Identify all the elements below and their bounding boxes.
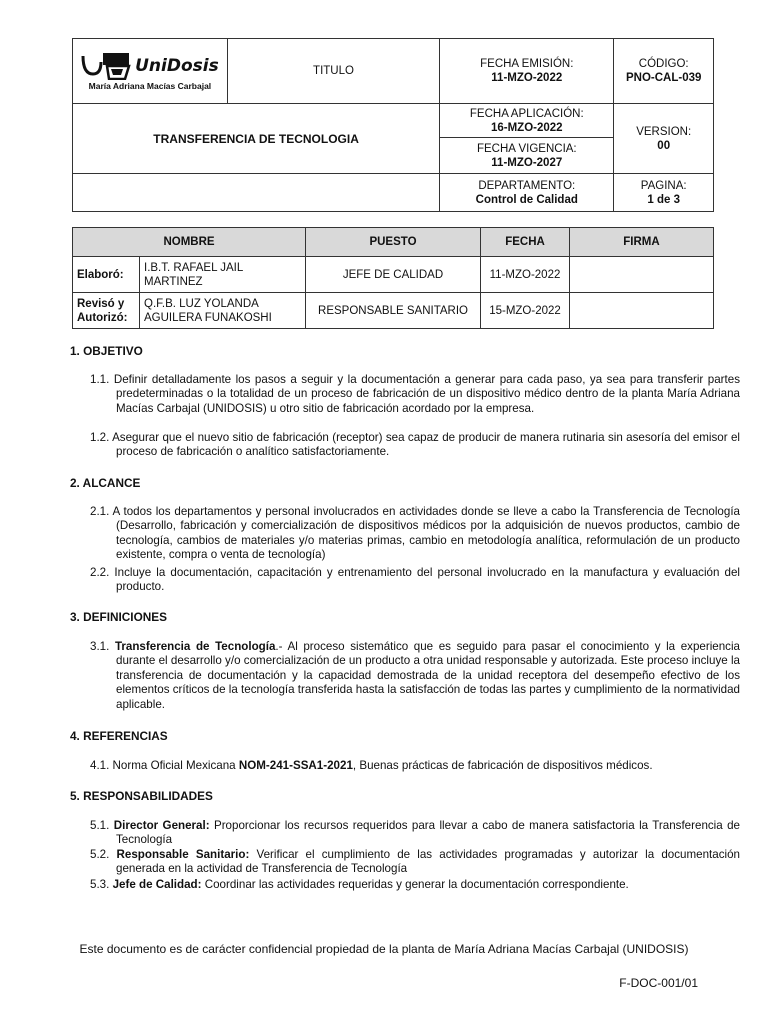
list-item	[90, 640, 740, 712]
list-item	[90, 759, 740, 773]
titulo-label: TITULO	[227, 39, 439, 104]
responsibility-text: Proporcionar los recursos requeridos para llevar a cabo de manera satisfactoria la Transferencia de Tecnología	[116, 819, 740, 847]
document-title: TRANSFERENCIA DE TECNOLOGIA	[73, 104, 440, 174]
section-title-definiciones: 3. DEFINICIONES	[70, 610, 168, 624]
section-title-alcance: 2. ALCANCE	[70, 476, 141, 490]
codigo-cell	[614, 39, 714, 104]
logo-name: UniDosis	[135, 55, 219, 76]
list-item: 1.1. Definir detalladamente los pasos a seguir y la documentación a generar para cada paso, ya sea para transferir partes predeterminadas o la totalidad de un proceso de fabricación de un dispositivo médico dentro de la planta María Adriana Macías Carbajal (UNIDOSIS) u otro sitio de fabricación acordado por la empresa.	[90, 373, 740, 415]
fecha-vigencia-value: 11-MZO-2027	[491, 156, 563, 169]
header-blank	[73, 174, 440, 212]
list-item	[90, 878, 740, 892]
departamento-label: DEPARTAMENTO:	[478, 179, 576, 192]
role-cell: Elaboró:	[73, 257, 140, 293]
signature-table	[72, 227, 714, 329]
firma-cell	[570, 293, 714, 329]
fecha-vigencia-label: FECHA VIGENCIA:	[476, 142, 577, 155]
list-item: 2.2. Incluye la documentación, capacitación y entrenamiento del personal involucrado en la manufactura y evaluación del producto.	[90, 566, 740, 594]
logo-subtitle: María Adriana Macías Carbajal	[88, 80, 212, 91]
puesto-cell: JEFE DE CALIDAD	[306, 257, 481, 293]
definition-text: .- Al proceso sistemático que es seguido para pasar el conocimiento y la experiencia durante el desarrollo y/o comercialización de un producto a otra unidad responsable y autorizada. Este proceso incluye la transferencia de documentación y la capacidad demostrada de la unidad receptora del desempeño efectivo de los elementos críticos de la tecnología transferida hasta la satisfacción de todas las partes y cumplimiento de la normatividad aplicable.	[116, 640, 740, 711]
fecha-cell: 11-MZO-2022	[481, 257, 570, 293]
confidentiality-notice: Este documento es de carácter confidencial propiedad de la planta de María Adriana Macías Carbajal (UNIDOSIS)	[79, 942, 689, 956]
company-logo	[73, 39, 228, 104]
item-number: 3.1.	[90, 640, 110, 653]
fecha-vigencia-cell	[440, 138, 614, 174]
term: Jefe de Calidad:	[112, 878, 202, 891]
version-label: VERSION:	[636, 125, 692, 138]
reference-prefix: 4.1. Norma Oficial Mexicana	[90, 759, 239, 772]
departamento-cell	[440, 174, 614, 212]
reference-code: NOM-241-SSA1-2021	[238, 759, 353, 772]
column-header-puesto: PUESTO	[306, 228, 481, 257]
pagina-cell	[614, 174, 714, 212]
reference-suffix: , Buenas prácticas de fabricación de dispositivos médicos.	[352, 759, 653, 772]
table-row	[73, 293, 714, 329]
responsibility-text: Coordinar las actividades requeridas y generar la documentación correspondiente.	[201, 878, 629, 891]
list-item: 1.2. Asegurar que el nuevo sitio de fabricación (receptor) sea capaz de producir de manera rutinaria sin asesoría del emisor el proceso de fabricación o analítico satisfactoriamente.	[90, 431, 740, 459]
fecha-emision-cell	[440, 39, 614, 104]
fecha-aplicacion-cell	[440, 104, 614, 138]
pagina-label: PAGINA:	[640, 179, 687, 192]
item-number: 5.3.	[90, 878, 110, 891]
document-header	[72, 38, 714, 212]
firma-cell	[570, 257, 714, 293]
form-code: F-DOC-001/01	[619, 976, 698, 990]
column-header-fecha: FECHA	[481, 228, 570, 257]
list-item	[90, 819, 740, 848]
fecha-emision-value: 11-MZO-2022	[491, 72, 563, 84]
fecha-emision-label: FECHA EMISIÓN:	[480, 58, 574, 70]
role-cell: Revisó y Autorizó:	[73, 293, 140, 329]
codigo-label: CÓDIGO:	[638, 58, 689, 70]
departamento-value: Control de Calidad	[475, 193, 578, 206]
term: Responsable Sanitario:	[116, 848, 250, 861]
section-title-objetivo: 1. OBJETIVO	[70, 344, 143, 358]
term: Director General:	[113, 819, 210, 832]
list-item: 2.1. A todos los departamentos y personal involucrados en actividades donde se lleve a cabo la Transferencia de Tecnología (Desarrollo, fabricación y comercialización de dispositivos médicos por la adquisición de nuevos productos, cambio de tecnología, cambios de materiales y/o materias primas, cambio en metodología analítica, reformulación de un producto existente, compra o venta de tecnología)	[90, 505, 740, 562]
version-cell	[614, 104, 714, 174]
table-row	[73, 257, 714, 293]
term: Transferencia de Tecnología	[114, 640, 276, 653]
pagina-value: 1 de 3	[647, 193, 680, 206]
fecha-aplicacion-value: 16-MZO-2022	[490, 121, 563, 134]
nombre-cell: Q.F.B. LUZ YOLANDA AGUILERA FUNAKOSHI	[140, 293, 306, 329]
item-number: 5.2.	[90, 848, 110, 861]
section-title-responsabilidades: 5. RESPONSABILIDADES	[70, 789, 213, 803]
section-title-referencias: 4. REFERENCIAS	[70, 729, 168, 743]
item-number: 5.1.	[90, 819, 110, 832]
column-header-firma: FIRMA	[570, 228, 714, 257]
nombre-cell: I.B.T. RAFAEL JAIL MARTINEZ	[140, 257, 306, 293]
puesto-cell: RESPONSABLE SANITARIO	[306, 293, 481, 329]
unidosis-logo-icon	[81, 52, 133, 80]
fecha-cell: 15-MZO-2022	[481, 293, 570, 329]
version-value: 00	[657, 139, 671, 152]
responsibility-text: Verificar el cumplimiento de las actividades programadas y autorizar la documentación generada en la actividad de Transferencia de Tecnología	[116, 848, 740, 876]
codigo-value: PNO-CAL-039	[626, 72, 702, 84]
fecha-aplicacion-label: FECHA APLICACIÓN:	[469, 107, 584, 120]
list-item	[90, 848, 740, 877]
column-header-nombre: NOMBRE	[73, 228, 306, 257]
